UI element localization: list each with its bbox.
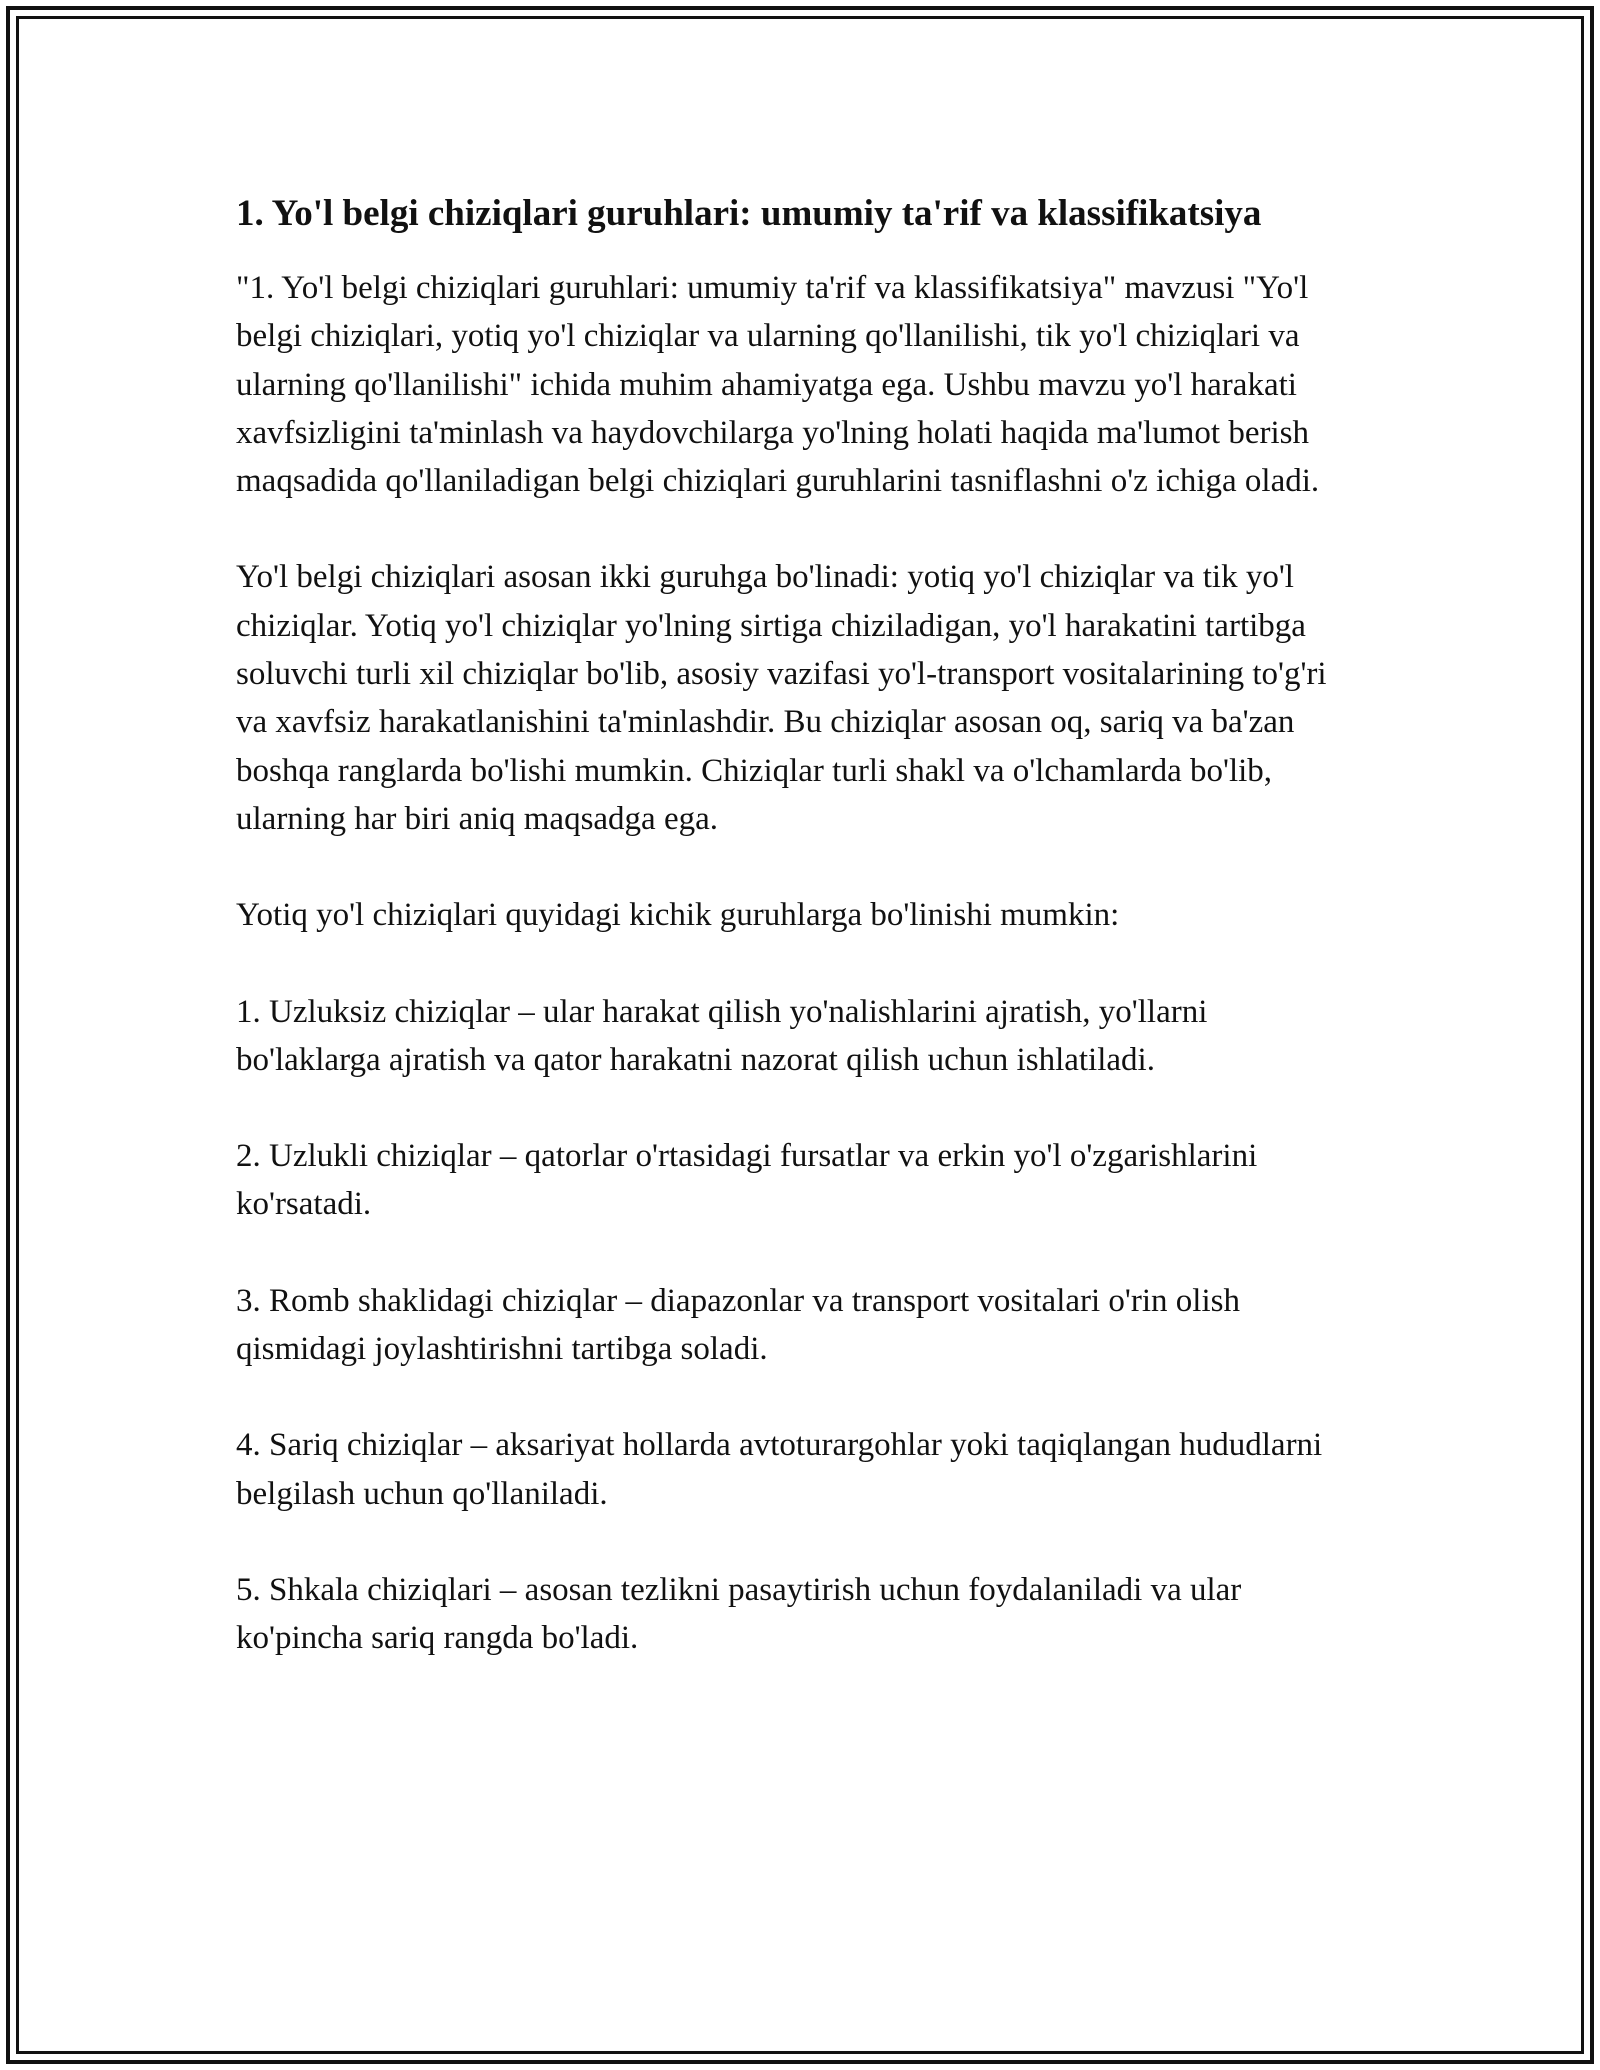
section-heading: 1. Yo'l belgi chiziqlari guruhlari: umumiy ta'rif va klassifikatsiya bbox=[236, 193, 1262, 234]
list-item: 3. Romb shaklidagi chiziqlar – diapazonlar va transport vositalari o'rin olish qismidagi joylashtirishni tartibga soladi. bbox=[236, 1282, 1240, 1368]
subgroups-list bbox=[236, 988, 1360, 1663]
subgroups-lead-paragraph: Yotiq yo'l chiziqlari quyidagi kichik guruhlarga bo'linishi mumkin: bbox=[236, 897, 1120, 934]
document-body bbox=[236, 186, 1360, 1711]
groups-paragraph: Yo'l belgi chiziqlari asosan ikki guruhga bo'linadi: yotiq yo'l chiziqlar va tik yo'l chiziqlar. Yotiq yo'l chiziqlar yo'lning sirtiga chiziladigan, yo'l harakatini tartibga soluvchi turli xil chiziqlar bo'lib, asosiy vazifasi yo'l-transport vositalarining to'g'ri va xavfsiz harakatlanishini ta'minlashdir. Bu chiziqlar asosan oq, sariq va ba'zan boshqa ranglarda bo'lishi mumkin. Chiziqlar turli shakl va o'lchamlarda bo'lib, ularning har biri aniq maqsadga ega. bbox=[236, 559, 1327, 837]
list-item: 1. Uzluksiz chiziqlar – ular harakat qilish yo'nalishlarini ajratish, yo'llarni bo'laklarga ajratish va qator harakatni nazorat qilish uchun ishlatiladi. bbox=[236, 993, 1208, 1078]
list-item: 5. Shkala chiziqlari – asosan tezlikni pasaytirish uchun foydalaniladi va ular ko'pincha sariq rangda bo'ladi. bbox=[236, 1571, 1242, 1657]
list-item: 2. Uzlukli chiziqlar – qatorlar o'rtasidagi fursatlar va erkin yo'l o'zgarishlarini ko'rsatadi. bbox=[236, 1138, 1258, 1223]
intro-paragraph: "1. Yo'l belgi chiziqlari guruhlari: umumiy ta'rif va klassifikatsiya" mavzusi "Yo'l belgi chiziqlari, yotiq yo'l chiziqlar va ularning qo'llanilishi, tik yo'l chiziqlari va ularning qo'llanilishi" ichida muhim ahamiyatga ega. Ushbu mavzu yo'l harakati xavfsizligini ta'minlash va haydovchilarga yo'lning holati haqida ma'lumot berish maqsadida qo'llaniladigan belgi chiziqlari guruhlarini tasniflashni o'z ichiga oladi. bbox=[236, 270, 1320, 500]
list-item: 4. Sariq chiziqlar – aksariyat hollarda avtoturargohlar yoki taqiqlangan hududlarni belgilash uchun qo'llaniladi. bbox=[236, 1427, 1323, 1512]
